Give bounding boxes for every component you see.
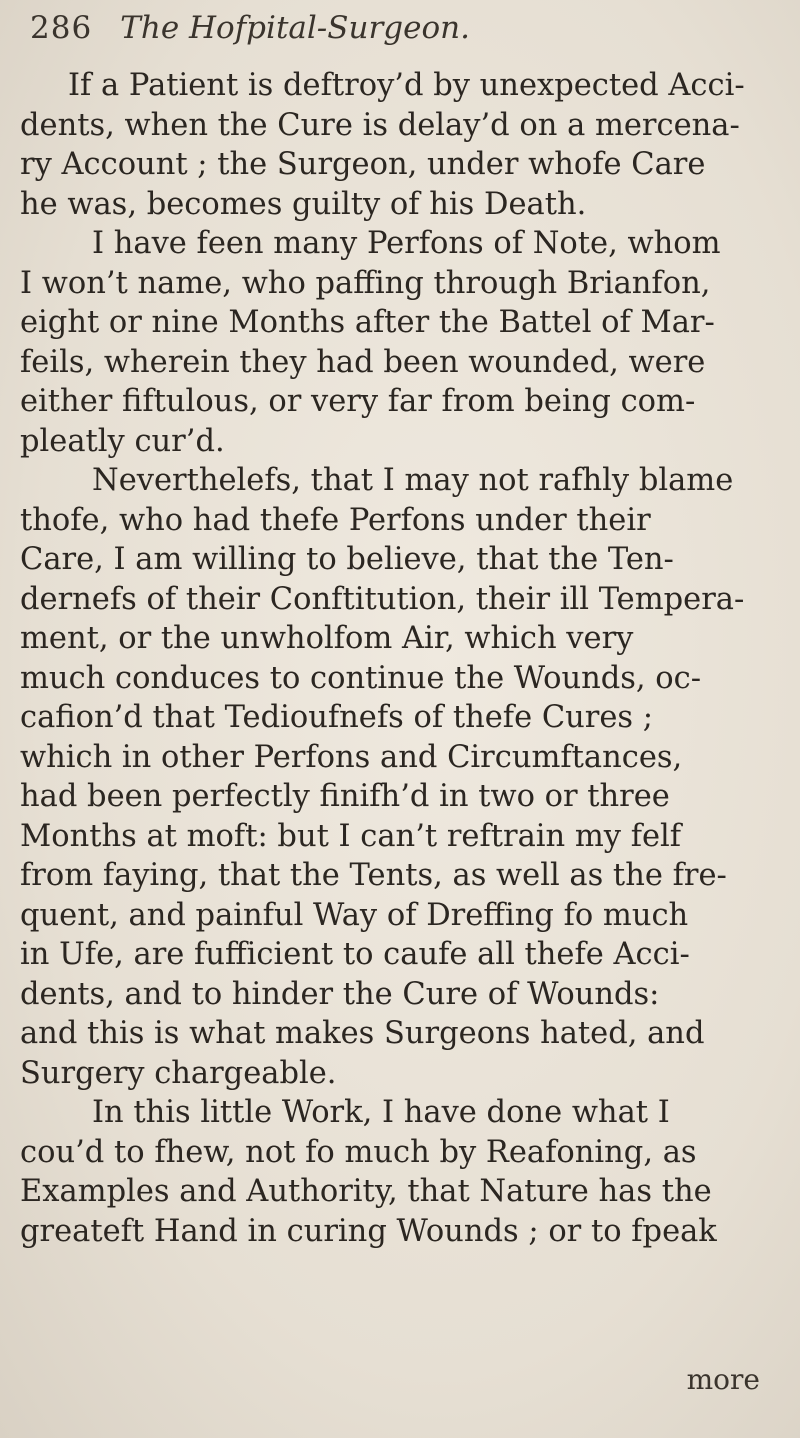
text-line: Care, I am willing to believe, that the Ten-	[20, 542, 674, 577]
text-line: feils, wherein they had been wounded, were	[20, 344, 706, 380]
text-line: I have feen many Perfons of Note, whom	[92, 226, 721, 261]
text-line: thofe, who had thefe Perfons under their	[20, 502, 651, 538]
text-line: in Ufe, are fufficient to caufe all thefe Acci-	[20, 937, 690, 972]
text-line: ment, or the unwholfom Air, which very	[20, 621, 634, 656]
text-line: pleatly cur’d.	[20, 423, 225, 459]
text-line: from faying, that the Tents, as well as the fre-	[20, 858, 727, 893]
text-line: which in other Perfons and Circumftances,	[20, 739, 683, 775]
text-line: either fiftulous, or very far from being com-	[20, 384, 696, 419]
text-line: much conduces to continue the Wounds, oc-	[20, 660, 702, 696]
text-line: and this is what makes Surgeons hated, and	[20, 1016, 705, 1051]
text-line: In this little Work, I have done what I	[92, 1095, 670, 1130]
catchword: more	[686, 1363, 760, 1396]
text-line: ry Account ; the Surgeon, under whofe Care	[20, 147, 706, 182]
running-title: The Hofpital-Surgeon.	[120, 10, 470, 46]
text-line: If a Patient is deftroy’d by unexpected Acci-	[68, 68, 745, 103]
body-text	[20, 66, 792, 1251]
text-line: greateft Hand in curing Wounds ; or to fpeak	[20, 1213, 717, 1249]
text-line: Months at moft: but I can’t reftrain my felf	[20, 818, 682, 854]
text-line: dents, and to hinder the Cure of Wounds:	[20, 976, 660, 1012]
text-line: Surgery chargeable.	[20, 1055, 337, 1091]
text-line: had been perfectly finifh’d in two or three	[20, 779, 670, 814]
page-number: 286	[30, 10, 93, 46]
text-line: dernefs of their Conftitution, their ill Tempera-	[20, 581, 745, 617]
text-line: I won’t name, who paffing through Brianfon,	[20, 265, 711, 301]
text-line: Neverthelefs, that I may not rafhly blame	[92, 463, 734, 498]
text-line: he was, becomes guilty of his Death.	[20, 186, 587, 222]
text-line: cou’d to fhew, not fo much by Reafoning, as	[20, 1134, 697, 1170]
text-line: dents, when the Cure is delay’d on a mercena-	[20, 107, 740, 143]
text-line: quent, and painful Way of Dreffing fo much	[20, 897, 689, 933]
text-line: Examples and Authority, that Nature has the	[20, 1174, 712, 1209]
text-line: eight or nine Months after the Battel of Mar-	[20, 305, 715, 340]
page-header	[30, 10, 470, 50]
text-line: cafion’d that Tedioufnefs of thefe Cures ;	[20, 700, 654, 735]
